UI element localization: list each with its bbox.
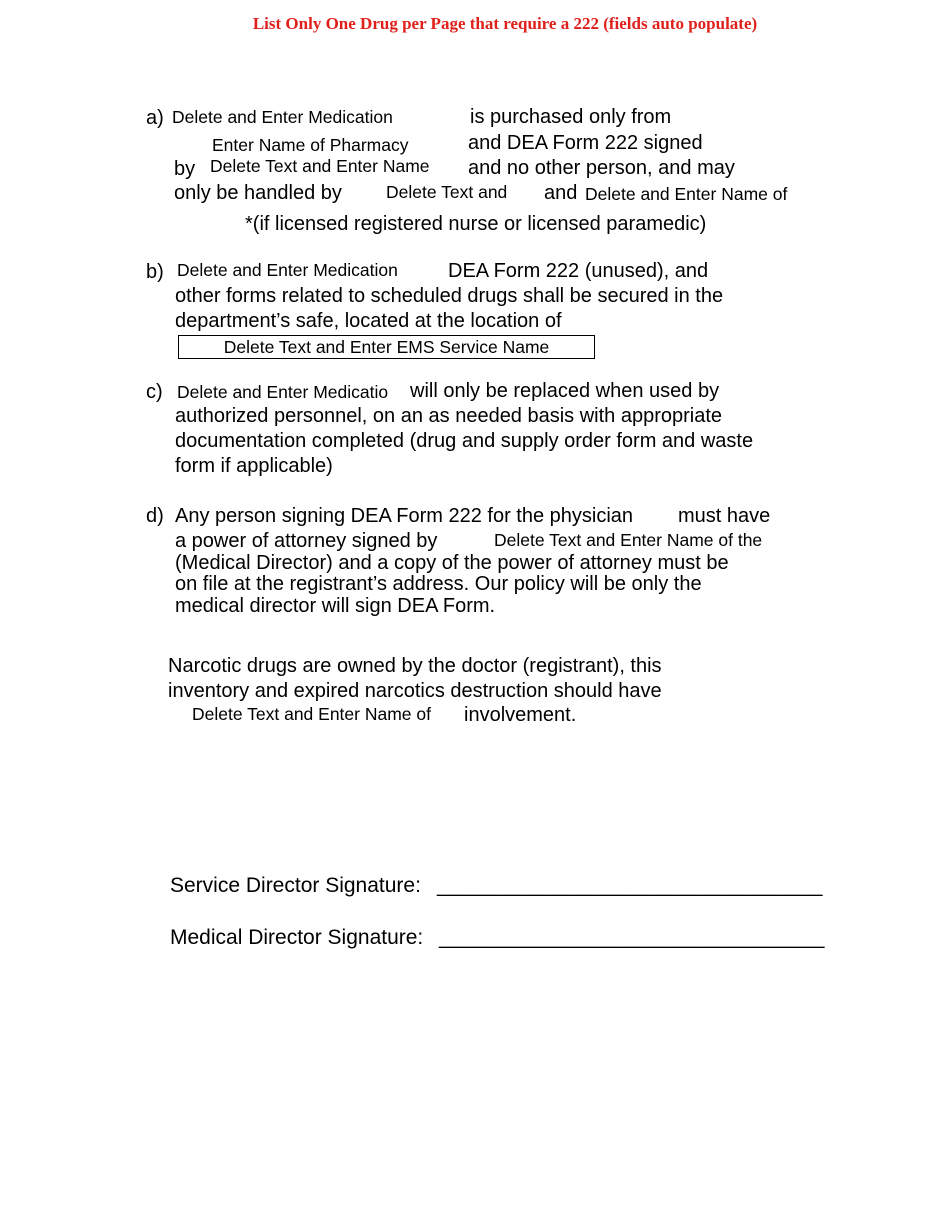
item-b-text-3: department’s safe, located at the location of xyxy=(175,310,562,332)
narcotic-text-1: Narcotic drugs are owned by the doctor (registrant), this xyxy=(168,655,662,677)
item-a-text-4: only be handled by xyxy=(174,182,342,204)
item-b-text-1: DEA Form 222 (unused), and xyxy=(448,260,709,282)
item-a-pharmacy-field[interactable]: Enter Name of Pharmacy xyxy=(212,135,409,155)
item-c-text-3: documentation completed (drug and supply order form and waste xyxy=(175,430,754,452)
item-d-text-3: (Medical Director) and a copy of the power of attorney must be xyxy=(175,552,729,574)
item-d-text-4: on file at the registrant’s address. Our policy will be only the xyxy=(175,573,702,595)
item-a-handler-field-2[interactable]: Delete and Enter Name of xyxy=(585,184,788,204)
narcotic-name-field[interactable]: Delete Text and Enter Name of xyxy=(192,704,431,724)
item-a-marker: a) xyxy=(146,107,164,129)
medical-director-signature-line[interactable]: _________________________________ xyxy=(439,926,825,949)
item-b-service-field[interactable]: Delete Text and Enter EMS Service Name xyxy=(178,335,595,359)
item-a-text-by: by xyxy=(174,158,196,180)
medical-director-signature-label: Medical Director Signature: xyxy=(170,926,424,949)
item-a-text-3: and no other person, and may xyxy=(468,157,735,179)
item-a-medication-field[interactable]: Delete and Enter Medication xyxy=(172,107,393,127)
item-c-text-4: form if applicable) xyxy=(175,455,333,477)
item-a-text-1: is purchased only from xyxy=(470,106,672,128)
item-b-text-2: other forms related to scheduled drugs shall be secured in the xyxy=(175,285,724,307)
service-director-signature-line[interactable]: _________________________________ xyxy=(437,874,823,897)
narcotic-text-2: inventory and expired narcotics destruction should have xyxy=(168,680,662,702)
item-d-text-1: Any person signing DEA Form 222 for the physician xyxy=(175,505,634,527)
item-a-name-field[interactable]: Delete Text and Enter Name xyxy=(210,156,430,176)
item-a-license-note: *(if licensed registered nurse or licensed paramedic) xyxy=(245,213,707,235)
page-instruction: List Only One Drug per Page that require a 222 (fields auto populate) xyxy=(252,14,758,33)
item-d-marker: d) xyxy=(146,505,164,527)
item-d-director-field[interactable]: Delete Text and Enter Name of the xyxy=(494,530,763,550)
item-a-handler-field[interactable]: Delete Text and xyxy=(386,182,508,202)
item-c-medication-field[interactable]: Delete and Enter Medicatio xyxy=(177,382,389,402)
item-d-text-5: medical director will sign DEA Form. xyxy=(175,595,496,617)
item-c-text-2: authorized personnel, on an as needed basis with appropriate xyxy=(175,405,723,427)
narcotic-text-3: involvement. xyxy=(464,704,577,726)
item-c-text-1: will only be replaced when used by xyxy=(410,380,720,402)
item-b-medication-field[interactable]: Delete and Enter Medication xyxy=(177,260,398,280)
item-d-text-1b: must have xyxy=(678,505,771,527)
item-b-marker: b) xyxy=(146,261,164,283)
item-c-marker: c) xyxy=(146,381,163,403)
item-a-text-and: and xyxy=(544,182,578,204)
item-a-text-2: and DEA Form 222 signed xyxy=(468,132,703,154)
service-director-signature-label: Service Director Signature: xyxy=(170,874,421,897)
item-d-text-2: a power of attorney signed by xyxy=(175,530,438,552)
